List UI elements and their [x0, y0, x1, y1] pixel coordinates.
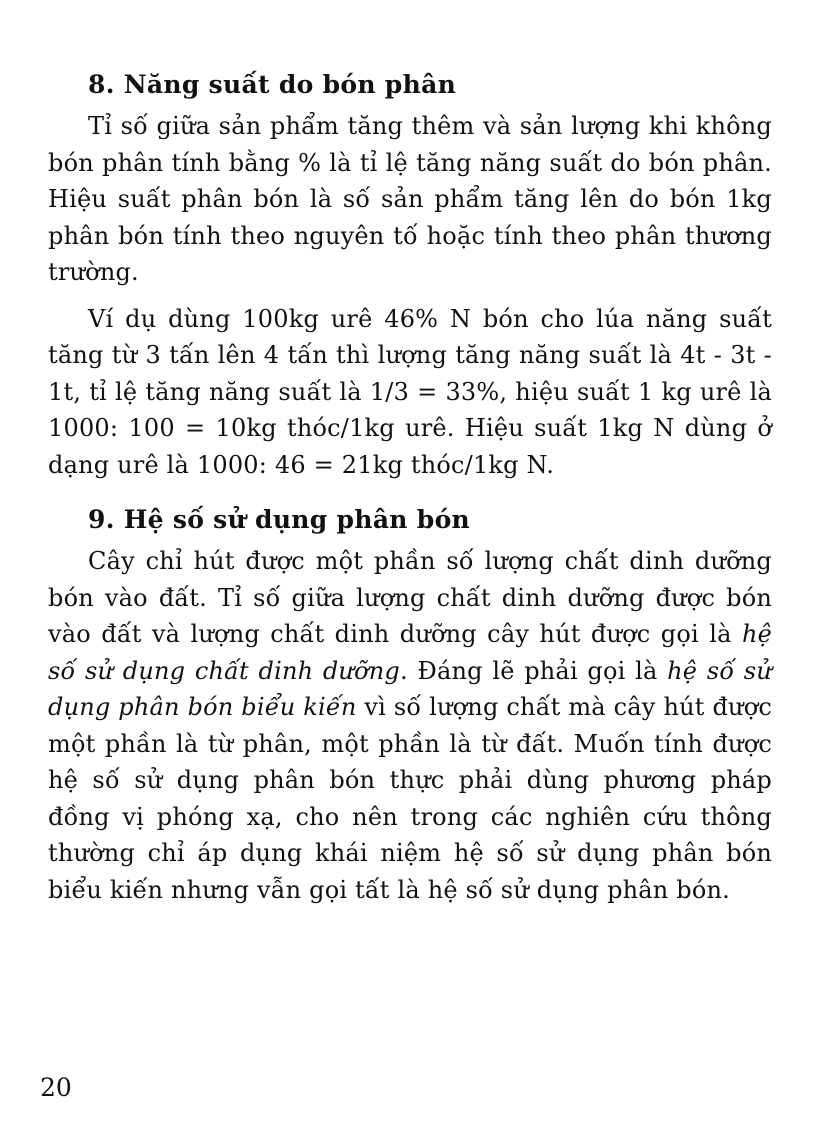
section-spacer: [48, 483, 772, 505]
section-9-italic-term-2: hệ số sử dụng phân bón biểu kiến: [48, 656, 772, 721]
section-8-paragraph-1: Tỉ số giữa sản phẩm tăng thêm và sản lượng khi không bón phân tính bằng % là tỉ lệ tăng năng suất do bón phân. Hiệu suất phân bón là số sản phẩm tăng lên do bón 1kg phân bón tính theo nguyên tố hoặc tính theo phân thương trường.: [48, 112, 772, 286]
page-content: [48, 70, 772, 908]
section-9-paragraph: [48, 543, 772, 908]
section-9-heading: 9. Hệ số sử dụng phân bón: [88, 505, 471, 534]
section-9-text-2: . Đáng lẽ phải gọi là: [399, 656, 668, 685]
section-9-text-1: Cây chỉ hút được một phần số lượng chất dinh dưỡng bón vào đất. Tỉ số giữa lượng chất dinh dưỡng được bón vào đất và lượng chất dinh dưỡng cây hút được gọi là: [48, 547, 772, 648]
section-9-italic-term-1: hệ số sử dụng chất dinh dưỡng: [48, 620, 772, 685]
page-number: 20: [40, 1073, 72, 1102]
section-8-heading: 8. Năng suất do bón phân: [88, 70, 457, 99]
section-9-text-3: vì số lượng chất mà cây hút được một phần là từ phân, một phần là từ đất. Muốn tính được hệ số sử dụng phân bón thực phải dùng phương pháp đồng vị phóng xạ, cho nên trong các nghiên cứu thông thường chỉ áp dụng khái niệm hệ số sử dụng phân bón biểu kiến nhưng vẫn gọi tất là hệ số sử dụng phân bón.: [48, 693, 772, 904]
section-8-paragraph-2: Ví dụ dùng 100kg urê 46% N bón cho lúa năng suất tăng từ 3 tấn lên 4 tấn thì lượng tăng năng suất là 4t - 3t - 1t, tỉ lệ tăng năng suất là 1/3 = 33%, hiệu suất 1 kg urê là 1000: 100 = 10kg thóc/1kg urê. Hiệu suất 1kg N dùng ở dạng urê là 1000: 46 = 21kg thóc/1kg N.: [48, 304, 772, 479]
